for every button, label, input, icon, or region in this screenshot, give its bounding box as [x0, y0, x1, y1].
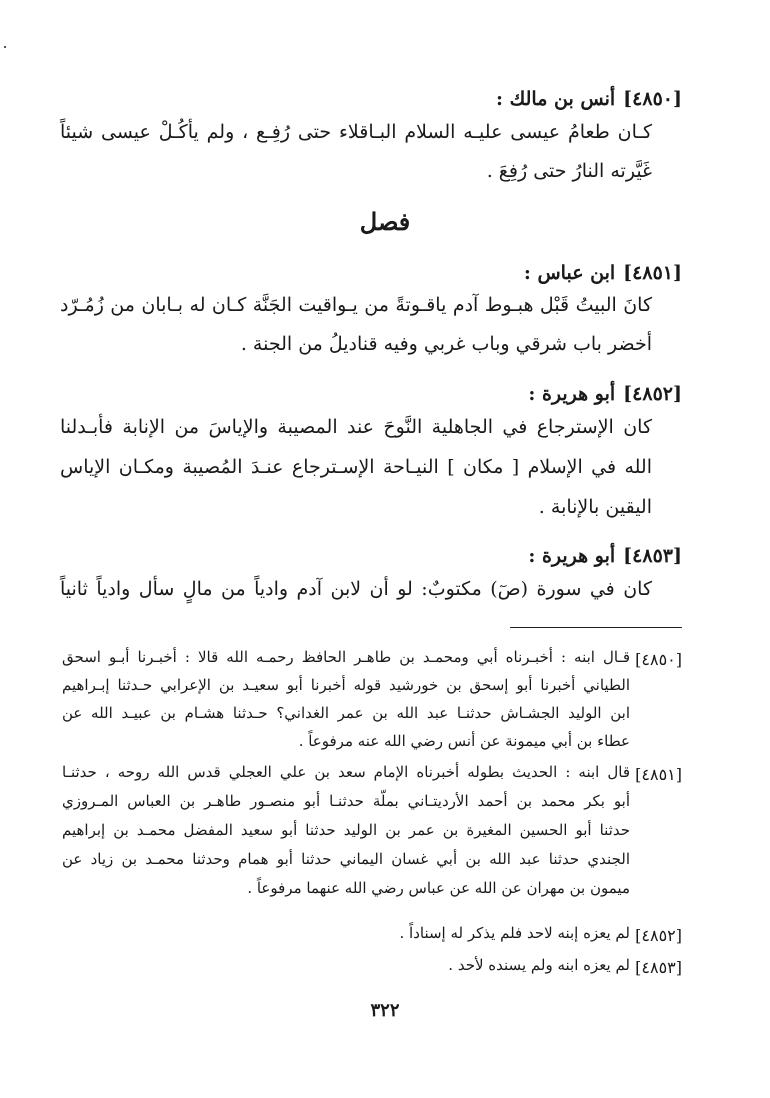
margin-mark [4, 46, 6, 48]
entry-number: [٤٨٥٠] [623, 88, 682, 110]
entry-4852-line-2: الله في الإسلام [ مكان ] النيـاحة الإسـترجاع عنـدَ المُصيبة ومكـان الإياس [60, 456, 652, 478]
footnote-4851-line-4: الجندي حدثنا عبد الله بن أبي غسان اليماني حدثنا أبو همام وحدثنا محمـد بن زياد عن [62, 850, 630, 868]
footnote-4850-line-3: ابن الوليد الجشـاش حدثنـا عبد الله بن عمر الغداني؟ حـدثنا هشـام بن عبيـد الله عن [62, 704, 630, 722]
entry-4852-line-1: كان الإسترجاع في الجاهلية النَّوحَ عند المصيبة والإياسَ من الإنابة فأبـدلنا [60, 416, 652, 438]
entry-4850-heading [496, 88, 682, 110]
footnote-4851-number: [٤٨٥١] [635, 765, 682, 784]
footnote-4851-line-1: قال ابنه : الحديث بطوله أخبرناه الإمام سعد بن علي العجلي قدس الله روحه ، حدثنـا [62, 763, 630, 781]
entry-4852-heading [528, 383, 682, 405]
footnote-4851-line-3: حدثنا أبو الحسين المغيرة بن عمر بن الوليد حدثنا أبو سعيد المفضل محمـد بن إبراهيم [62, 821, 630, 839]
footnote-4850-line-1: قـال ابنه : أخبـرناه أبي ومحمـد بن طاهـر الحافظ رحمـه الله قالا : أخبـرنا أبـو اسحق [62, 648, 630, 666]
footnote-4850-number: [٤٨٥٠] [635, 650, 682, 669]
footnote-4853-number: [٤٨٥٣] [635, 958, 682, 977]
footnote-4852-line-1: لم يعزه إبنه لاحد فلم يذكر له إسناداً . [399, 924, 630, 942]
footnote-4853-line-1: لم يعزه ابنه ولم يسنده لأحد . [448, 956, 630, 974]
narrator: أبو هريرة : [528, 383, 616, 405]
entry-4853-heading [528, 545, 682, 567]
entry-4853-line-1: كان في سورة (صٓ) مكتوبٌ: لو أن لابن آدم وادياً من مالٍ سأل وادياً ثانياً [60, 578, 652, 600]
entry-4850-line-1: كـان طعامُ عيسى عليـه السلام البـاقلاء حتى رُفِـع ، ولم يأكُـلْ عيسى شيئاً [60, 121, 652, 143]
entry-4852-line-3: اليقين بالإنابة . [538, 496, 652, 518]
footnote-4850-line-2: الطياني أخبرنا أبو إسحق بن خورشيد قوله أخبرنا أبو سعيـد بن الإعرابي حـدثنا إبـراهيم [62, 676, 630, 694]
entry-4851-line-1: كانَ البيتُ قَبْل هبـوط آدم ياقـوتةً من يـواقيت الجَنَّة كـان له بـابان من زُمُـرّد [60, 294, 652, 316]
page-number: ٣٢٢ [370, 1000, 400, 1021]
footnote-4850-line-4: عطاء بن أبي ميمونة عن أنس رضي الله عنه مرفوعاً . [298, 732, 630, 750]
entry-4851-line-2: أخضر باب شرقي وباب غربي وفيه قناديلُ من الجنة . [240, 333, 652, 355]
footnote-4851-line-5: ميمون بن مهران عن الله عن عباس رضي الله عنهما مرفوعاً . [247, 879, 630, 897]
footnote-4852-number: [٤٨٥٢] [635, 926, 682, 945]
entry-number: [٤٨٥١] [623, 262, 682, 284]
entry-4850-line-2: غَيَّرته النارُ حتى رُفِعَ . [486, 160, 652, 182]
footnote-separator [510, 627, 682, 628]
narrator: ابن عباس : [523, 262, 616, 284]
entry-4851-heading [524, 262, 682, 284]
footnote-4851-line-2: أبو بكر محمد بن أحمد الأرديتـاني بملّة حدثنـا أبو منصـور طاهـر بن العباس المـروزي [62, 792, 630, 810]
entry-number: [٤٨٥٢] [623, 383, 682, 405]
entry-number: [٤٨٥٣] [623, 545, 682, 567]
narrator: أنس بن مالك : [496, 88, 616, 110]
section-title: فصل [359, 207, 411, 236]
narrator: أبو هريرة : [528, 545, 616, 567]
